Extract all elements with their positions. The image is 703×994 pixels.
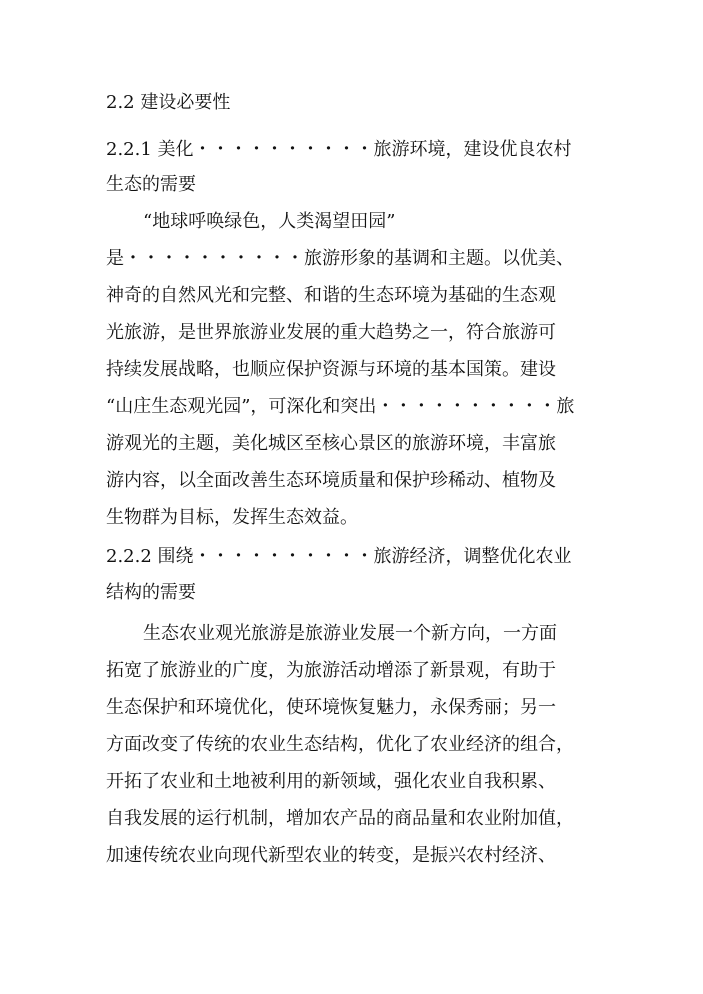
paragraph-line: 拓宽了旅游业的广度，为旅游活动增添了新景观，有助于 bbox=[106, 660, 556, 681]
quote-line: “地球呼唤绿色，人类渴望田园” bbox=[143, 211, 396, 232]
paragraph-line: 光旅游，是世界旅游业发展的重大趋势之一，符合旅游可 bbox=[106, 322, 556, 343]
paragraph-line: 生物群为目标，发挥生态效益。 bbox=[106, 507, 358, 528]
paragraph-line: 加速传统农业向现代新型农业的转变，是振兴农村经济、 bbox=[106, 845, 556, 866]
section-heading-2-2: 2.2 建设必要性 bbox=[106, 92, 231, 113]
paragraph-line: 方面改变了传统的农业生态结构，优化了农业经济的组合， bbox=[106, 734, 574, 755]
subsection-heading-2-2-1: 2.2.1 美化・・・・・・・・・・旅游环境，建设优良农村 bbox=[106, 139, 572, 160]
paragraph-line: 持续发展战略，也顺应保护资源与环境的基本国策。建设 bbox=[106, 359, 556, 380]
paragraph-line: 是・・・・・・・・・・旅游形象的基调和主题。以优美、 bbox=[106, 248, 574, 269]
paragraph-line: 生态农业观光旅游是旅游业发展一个新方向，一方面 bbox=[143, 623, 557, 644]
paragraph-line: 游内容，以全面改善生态环境质量和保护珍稀动、植物及 bbox=[106, 470, 556, 491]
paragraph-line: 自我发展的运行机制，增加农产品的商品量和农业附加值， bbox=[106, 808, 574, 829]
subsection-heading-2-2-1-cont: 生态的需要 bbox=[106, 174, 196, 195]
subsection-heading-2-2-2: 2.2.2 围绕・・・・・・・・・・旅游经济，调整优化农业 bbox=[106, 546, 572, 567]
paragraph-line: 神奇的自然风光和完整、和谐的生态环境为基础的生态观 bbox=[106, 285, 556, 306]
paragraph-line: 游观光的主题，美化城区至核心景区的旅游环境，丰富旅 bbox=[106, 433, 556, 454]
paragraph-line: “山庄生态观光园”，可深化和突出・・・・・・・・・・旅 bbox=[106, 396, 575, 417]
subsection-heading-2-2-2-cont: 结构的需要 bbox=[106, 582, 196, 603]
paragraph-line: 生态保护和环境优化，使环境恢复魅力，永保秀丽；另一 bbox=[106, 697, 556, 718]
paragraph-line: 开拓了农业和土地被利用的新领域，强化农业自我积累、 bbox=[106, 771, 556, 792]
